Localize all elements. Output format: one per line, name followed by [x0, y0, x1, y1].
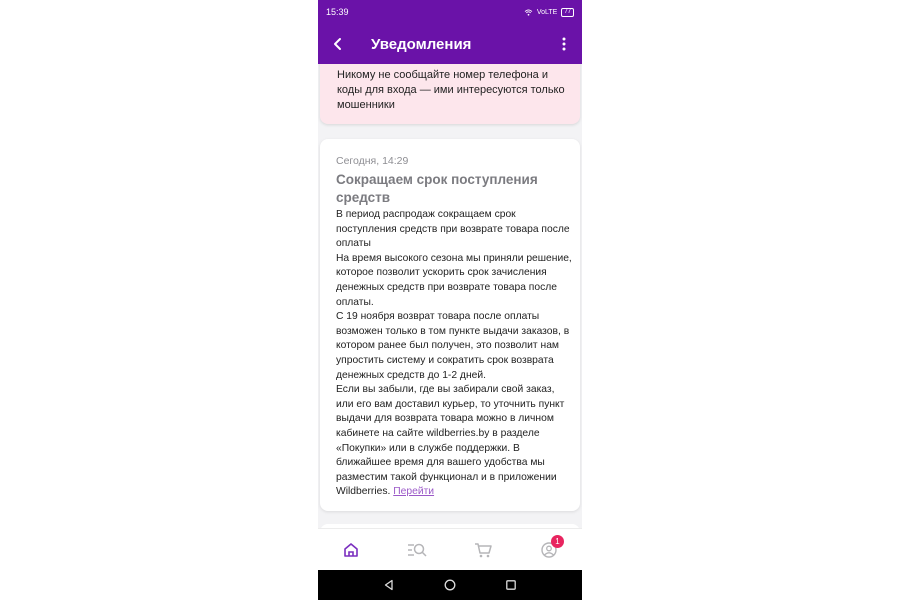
system-navigation-bar — [318, 570, 582, 600]
more-options-button[interactable] — [546, 24, 582, 64]
security-warning-text: Никому не сообщайте номер телефона и коды для входа — ими интересуются только мошенники — [337, 69, 565, 111]
status-indicators — [524, 8, 574, 17]
page-title: Уведомления — [371, 35, 472, 53]
triangle-back-icon — [383, 579, 395, 591]
cart-icon — [474, 542, 492, 558]
notification-paragraph: На время высокого сезона мы приняли решение, которое позволит ускорить срок зачисления денежных средств при возврате товара после оплаты. — [336, 252, 572, 308]
nav-cart[interactable] — [465, 532, 501, 568]
system-recents-button[interactable] — [499, 573, 523, 597]
nav-home[interactable] — [333, 532, 369, 568]
back-button[interactable] — [318, 24, 358, 64]
nav-profile[interactable] — [531, 532, 567, 568]
nav-catalog[interactable] — [399, 532, 435, 568]
notification-date: Сегодня, 14:29 — [336, 155, 409, 167]
status-time: 15:39 — [326, 7, 349, 17]
catalog-search-icon — [407, 542, 427, 558]
network-label: VoLTE — [536, 8, 558, 16]
notification-body — [336, 208, 572, 500]
home-icon — [343, 542, 359, 558]
notification-card — [320, 139, 580, 511]
circle-home-icon — [444, 579, 456, 591]
notifications-list[interactable] — [318, 64, 582, 528]
more-vertical-icon — [562, 37, 566, 51]
notification-paragraph: В период распродаж сокращаем срок поступления средств при возврате товара после оплаты — [336, 209, 570, 250]
notification-paragraph-text: Если вы забыли, где вы забирали свой заказ, или его вам доставил курьер, то уточнить пункт выдачи для возврата товара можно в личном кабинете на сайте wildberries.by в разделе «Покупки» или в службе поддержки. В ближайшее время для вашего удобства мы разместим такой функционал и в приложении Wildberries. — [336, 384, 565, 498]
system-back-button[interactable] — [377, 573, 401, 597]
notification-paragraph: С 19 ноября возврат товара после оплаты возможен только в том пункте выдачи заказов, в котором ранее был получен, это позволит нам упростить систему и сократить срок возврата денежных средств до 1-2 дней. — [336, 311, 570, 381]
notification-badge: 1 — [551, 535, 564, 548]
app-bar — [318, 24, 582, 64]
square-recents-icon — [505, 579, 517, 591]
status-bar — [318, 0, 582, 24]
system-home-button[interactable] — [438, 573, 462, 597]
back-arrow-icon — [331, 37, 345, 51]
go-link[interactable]: Перейти — [393, 486, 435, 498]
phone-screen — [318, 0, 582, 600]
wifi-icon — [524, 9, 533, 16]
notification-title: Сокращаем срок поступления средств — [336, 172, 538, 205]
security-warning-banner — [320, 64, 580, 124]
notification-paragraph — [336, 383, 572, 500]
battery-icon: 77 — [561, 8, 574, 17]
bottom-navigation — [318, 528, 582, 571]
